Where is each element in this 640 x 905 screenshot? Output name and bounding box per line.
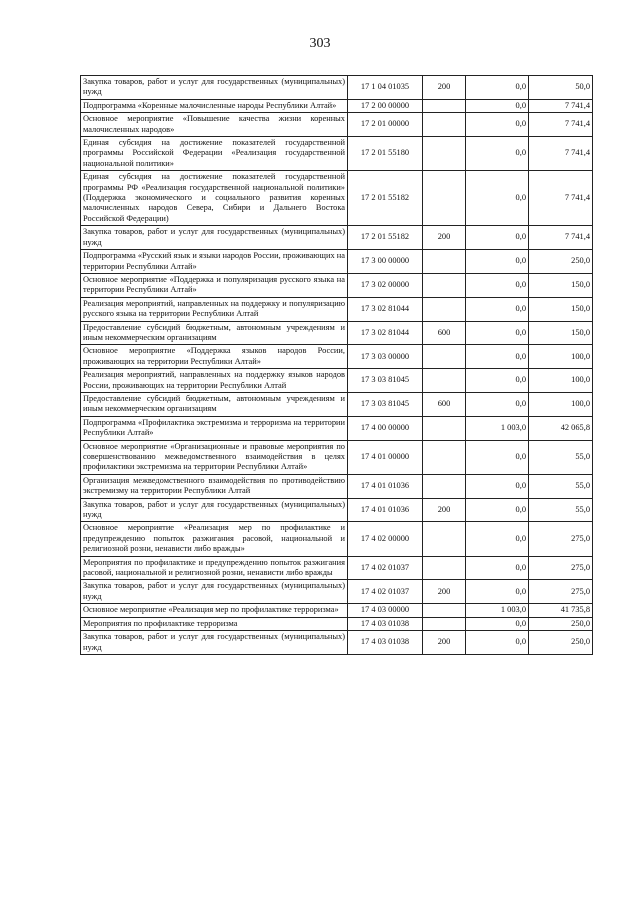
expense-type-cell (423, 416, 466, 440)
amount-2-cell: 55,0 (529, 440, 593, 474)
page-number: 303 (309, 36, 331, 51)
target-code-cell: 17 3 03 00000 (348, 345, 423, 369)
table-row (81, 345, 593, 369)
amount-2-cell: 100,0 (529, 345, 593, 369)
item-name-cell: Основное мероприятие «Поддержка языков народов России, проживающих на территории Республики Алтай» (81, 345, 348, 369)
amount-2-cell: 7 741,4 (529, 171, 593, 226)
item-name-cell: Основное мероприятие «Реализация мер по профилактике терроризма» (81, 604, 348, 617)
table-body (81, 76, 593, 655)
expense-type-cell (423, 474, 466, 498)
target-code-cell: 17 3 02 81044 (348, 297, 423, 321)
target-code-cell: 17 3 03 81045 (348, 392, 423, 416)
item-name-cell: Единая субсидия на достижение показателей государственной программы РФ «Реализация государственной национальной политики» (Поддержка экономического и социального развития коренных малочисленных народов Севера, Сибири и Дальнего Востока Российской Федерации) (81, 171, 348, 226)
item-name-cell: Основное мероприятие «Реализация мер по профилактике и предупреждению попыток разжигания расовой, национальной и религиозной розни, ненависти либо вражды» (81, 522, 348, 556)
target-code-cell: 17 4 01 01036 (348, 474, 423, 498)
target-code-cell: 17 4 01 00000 (348, 440, 423, 474)
item-name-cell: Закупка товаров, работ и услуг для государственных (муниципальных) нужд (81, 498, 348, 522)
table-row (81, 273, 593, 297)
target-code-cell: 17 4 02 01037 (348, 556, 423, 580)
table-row (81, 321, 593, 345)
target-code-cell: 17 3 02 81044 (348, 321, 423, 345)
target-code-cell: 17 3 03 81045 (348, 369, 423, 393)
table-row (81, 498, 593, 522)
amount-2-cell: 150,0 (529, 273, 593, 297)
expense-type-cell (423, 556, 466, 580)
table-row (81, 76, 593, 100)
table-row (81, 369, 593, 393)
amount-1-cell: 0,0 (466, 345, 529, 369)
item-name-cell: Основное мероприятие «Организационные и правовые мероприятия по совершенствованию межведомственного взаимодействия в целях профилактики экстремизма на территории Республики Алтай» (81, 440, 348, 474)
item-name-cell: Основное мероприятие «Повышение качества жизни коренных малочисленных народов» (81, 113, 348, 137)
amount-2-cell: 100,0 (529, 369, 593, 393)
amount-2-cell: 250,0 (529, 250, 593, 274)
table-row (81, 226, 593, 250)
amount-2-cell: 250,0 (529, 617, 593, 630)
target-code-cell: 17 4 03 01038 (348, 617, 423, 630)
target-code-cell: 17 4 03 01038 (348, 631, 423, 655)
amount-1-cell: 0,0 (466, 369, 529, 393)
target-code-cell: 17 4 03 00000 (348, 604, 423, 617)
amount-1-cell: 0,0 (466, 522, 529, 556)
amount-2-cell: 42 065,8 (529, 416, 593, 440)
table-row (81, 99, 593, 112)
expense-type-cell (423, 440, 466, 474)
expense-type-cell (423, 604, 466, 617)
amount-1-cell: 0,0 (466, 250, 529, 274)
item-name-cell: Подпрограмма «Коренные малочисленные народы Республики Алтай» (81, 99, 348, 112)
table-row (81, 440, 593, 474)
table-row (81, 580, 593, 604)
target-code-cell: 17 2 01 55182 (348, 226, 423, 250)
expense-type-cell (423, 522, 466, 556)
expense-type-cell (423, 113, 466, 137)
expense-type-cell (423, 171, 466, 226)
table-row (81, 250, 593, 274)
item-name-cell: Закупка товаров, работ и услуг для государственных (муниципальных) нужд (81, 226, 348, 250)
item-name-cell: Закупка товаров, работ и услуг для государственных (муниципальных) нужд (81, 76, 348, 100)
target-code-cell: 17 2 00 00000 (348, 99, 423, 112)
amount-1-cell: 0,0 (466, 273, 529, 297)
expense-type-cell: 600 (423, 321, 466, 345)
amount-2-cell: 55,0 (529, 474, 593, 498)
expense-type-cell: 200 (423, 76, 466, 100)
amount-1-cell: 0,0 (466, 498, 529, 522)
item-name-cell: Подпрограмма «Профилактика экстремизма и терроризма на территории Республики Алтай» (81, 416, 348, 440)
item-name-cell: Закупка товаров, работ и услуг для государственных (муниципальных) нужд (81, 631, 348, 655)
item-name-cell: Реализация мероприятий, направленных на поддержку языков народов России, проживающих на территории Республики Алтай (81, 369, 348, 393)
item-name-cell: Мероприятия по профилактике терроризма (81, 617, 348, 630)
target-code-cell: 17 1 04 01035 (348, 76, 423, 100)
amount-2-cell: 150,0 (529, 321, 593, 345)
table-row (81, 297, 593, 321)
target-code-cell: 17 4 00 00000 (348, 416, 423, 440)
target-code-cell: 17 2 01 00000 (348, 113, 423, 137)
amount-2-cell: 275,0 (529, 580, 593, 604)
target-code-cell: 17 2 01 55180 (348, 137, 423, 171)
amount-2-cell: 250,0 (529, 631, 593, 655)
item-name-cell: Организация межведомственного взаимодействия по противодействию экстремизму на территории Республики Алтай (81, 474, 348, 498)
expense-type-cell (423, 369, 466, 393)
amount-2-cell: 7 741,4 (529, 113, 593, 137)
table-row (81, 474, 593, 498)
amount-1-cell: 0,0 (466, 392, 529, 416)
table-row (81, 137, 593, 171)
expense-type-cell (423, 250, 466, 274)
target-code-cell: 17 4 02 00000 (348, 522, 423, 556)
amount-1-cell: 1 003,0 (466, 416, 529, 440)
item-name-cell: Основное мероприятие «Поддержка и популяризация русского языка на территории Республики Алтай» (81, 273, 348, 297)
amount-1-cell: 0,0 (466, 76, 529, 100)
table-row (81, 617, 593, 630)
target-code-cell: 17 3 00 00000 (348, 250, 423, 274)
expense-type-cell (423, 99, 466, 112)
amount-2-cell: 41 735,8 (529, 604, 593, 617)
item-name-cell: Предоставление субсидий бюджетным, автономным учреждениям и иным некоммерческим организациям (81, 392, 348, 416)
amount-2-cell: 50,0 (529, 76, 593, 100)
table-row (81, 113, 593, 137)
amount-1-cell: 0,0 (466, 580, 529, 604)
table-row (81, 416, 593, 440)
amount-1-cell: 0,0 (466, 99, 529, 112)
target-code-cell: 17 4 02 01037 (348, 580, 423, 604)
table-row (81, 522, 593, 556)
item-name-cell: Предоставление субсидий бюджетным, автономным учреждениям и иным некоммерческим организациям (81, 321, 348, 345)
expense-type-cell (423, 617, 466, 630)
amount-1-cell: 0,0 (466, 474, 529, 498)
amount-1-cell: 0,0 (466, 440, 529, 474)
item-name-cell: Реализация мероприятий, направленных на поддержку и популяризацию русского языка на территории Республики Алтай (81, 297, 348, 321)
item-name-cell: Единая субсидия на достижение показателей государственной программы Российской Федерации «Реализация государственной национальной политики» (81, 137, 348, 171)
amount-2-cell: 55,0 (529, 498, 593, 522)
amount-2-cell: 275,0 (529, 556, 593, 580)
amount-2-cell: 150,0 (529, 297, 593, 321)
expense-type-cell: 200 (423, 226, 466, 250)
amount-2-cell: 275,0 (529, 522, 593, 556)
expense-type-cell: 200 (423, 580, 466, 604)
amount-1-cell: 0,0 (466, 297, 529, 321)
expense-type-cell (423, 137, 466, 171)
expense-type-cell: 600 (423, 392, 466, 416)
amount-2-cell: 7 741,4 (529, 137, 593, 171)
amount-1-cell: 0,0 (466, 631, 529, 655)
amount-1-cell: 0,0 (466, 137, 529, 171)
amount-2-cell: 7 741,4 (529, 99, 593, 112)
amount-1-cell: 0,0 (466, 617, 529, 630)
expense-type-cell: 200 (423, 631, 466, 655)
amount-1-cell: 0,0 (466, 171, 529, 226)
table-row (81, 392, 593, 416)
table-row (81, 604, 593, 617)
amount-1-cell: 0,0 (466, 556, 529, 580)
table-row (81, 171, 593, 226)
amount-1-cell: 1 003,0 (466, 604, 529, 617)
item-name-cell: Закупка товаров, работ и услуг для государственных (муниципальных) нужд (81, 580, 348, 604)
amount-1-cell: 0,0 (466, 113, 529, 137)
expense-type-cell (423, 273, 466, 297)
amount-2-cell: 100,0 (529, 392, 593, 416)
target-code-cell: 17 3 02 00000 (348, 273, 423, 297)
amount-1-cell: 0,0 (466, 226, 529, 250)
item-name-cell: Мероприятия по профилактике и предупреждению попыток разжигания расовой, национальной и религиозной розни, ненависти либо вражды (81, 556, 348, 580)
target-code-cell: 17 2 01 55182 (348, 171, 423, 226)
expense-type-cell: 200 (423, 498, 466, 522)
budget-table (80, 75, 593, 655)
target-code-cell: 17 4 01 01036 (348, 498, 423, 522)
table-row (81, 631, 593, 655)
table-row (81, 556, 593, 580)
amount-1-cell: 0,0 (466, 321, 529, 345)
expense-type-cell (423, 345, 466, 369)
amount-2-cell: 7 741,4 (529, 226, 593, 250)
item-name-cell: Подпрограмма «Русский язык и языки народов России, проживающих на территории Республики Алтай» (81, 250, 348, 274)
expense-type-cell (423, 297, 466, 321)
